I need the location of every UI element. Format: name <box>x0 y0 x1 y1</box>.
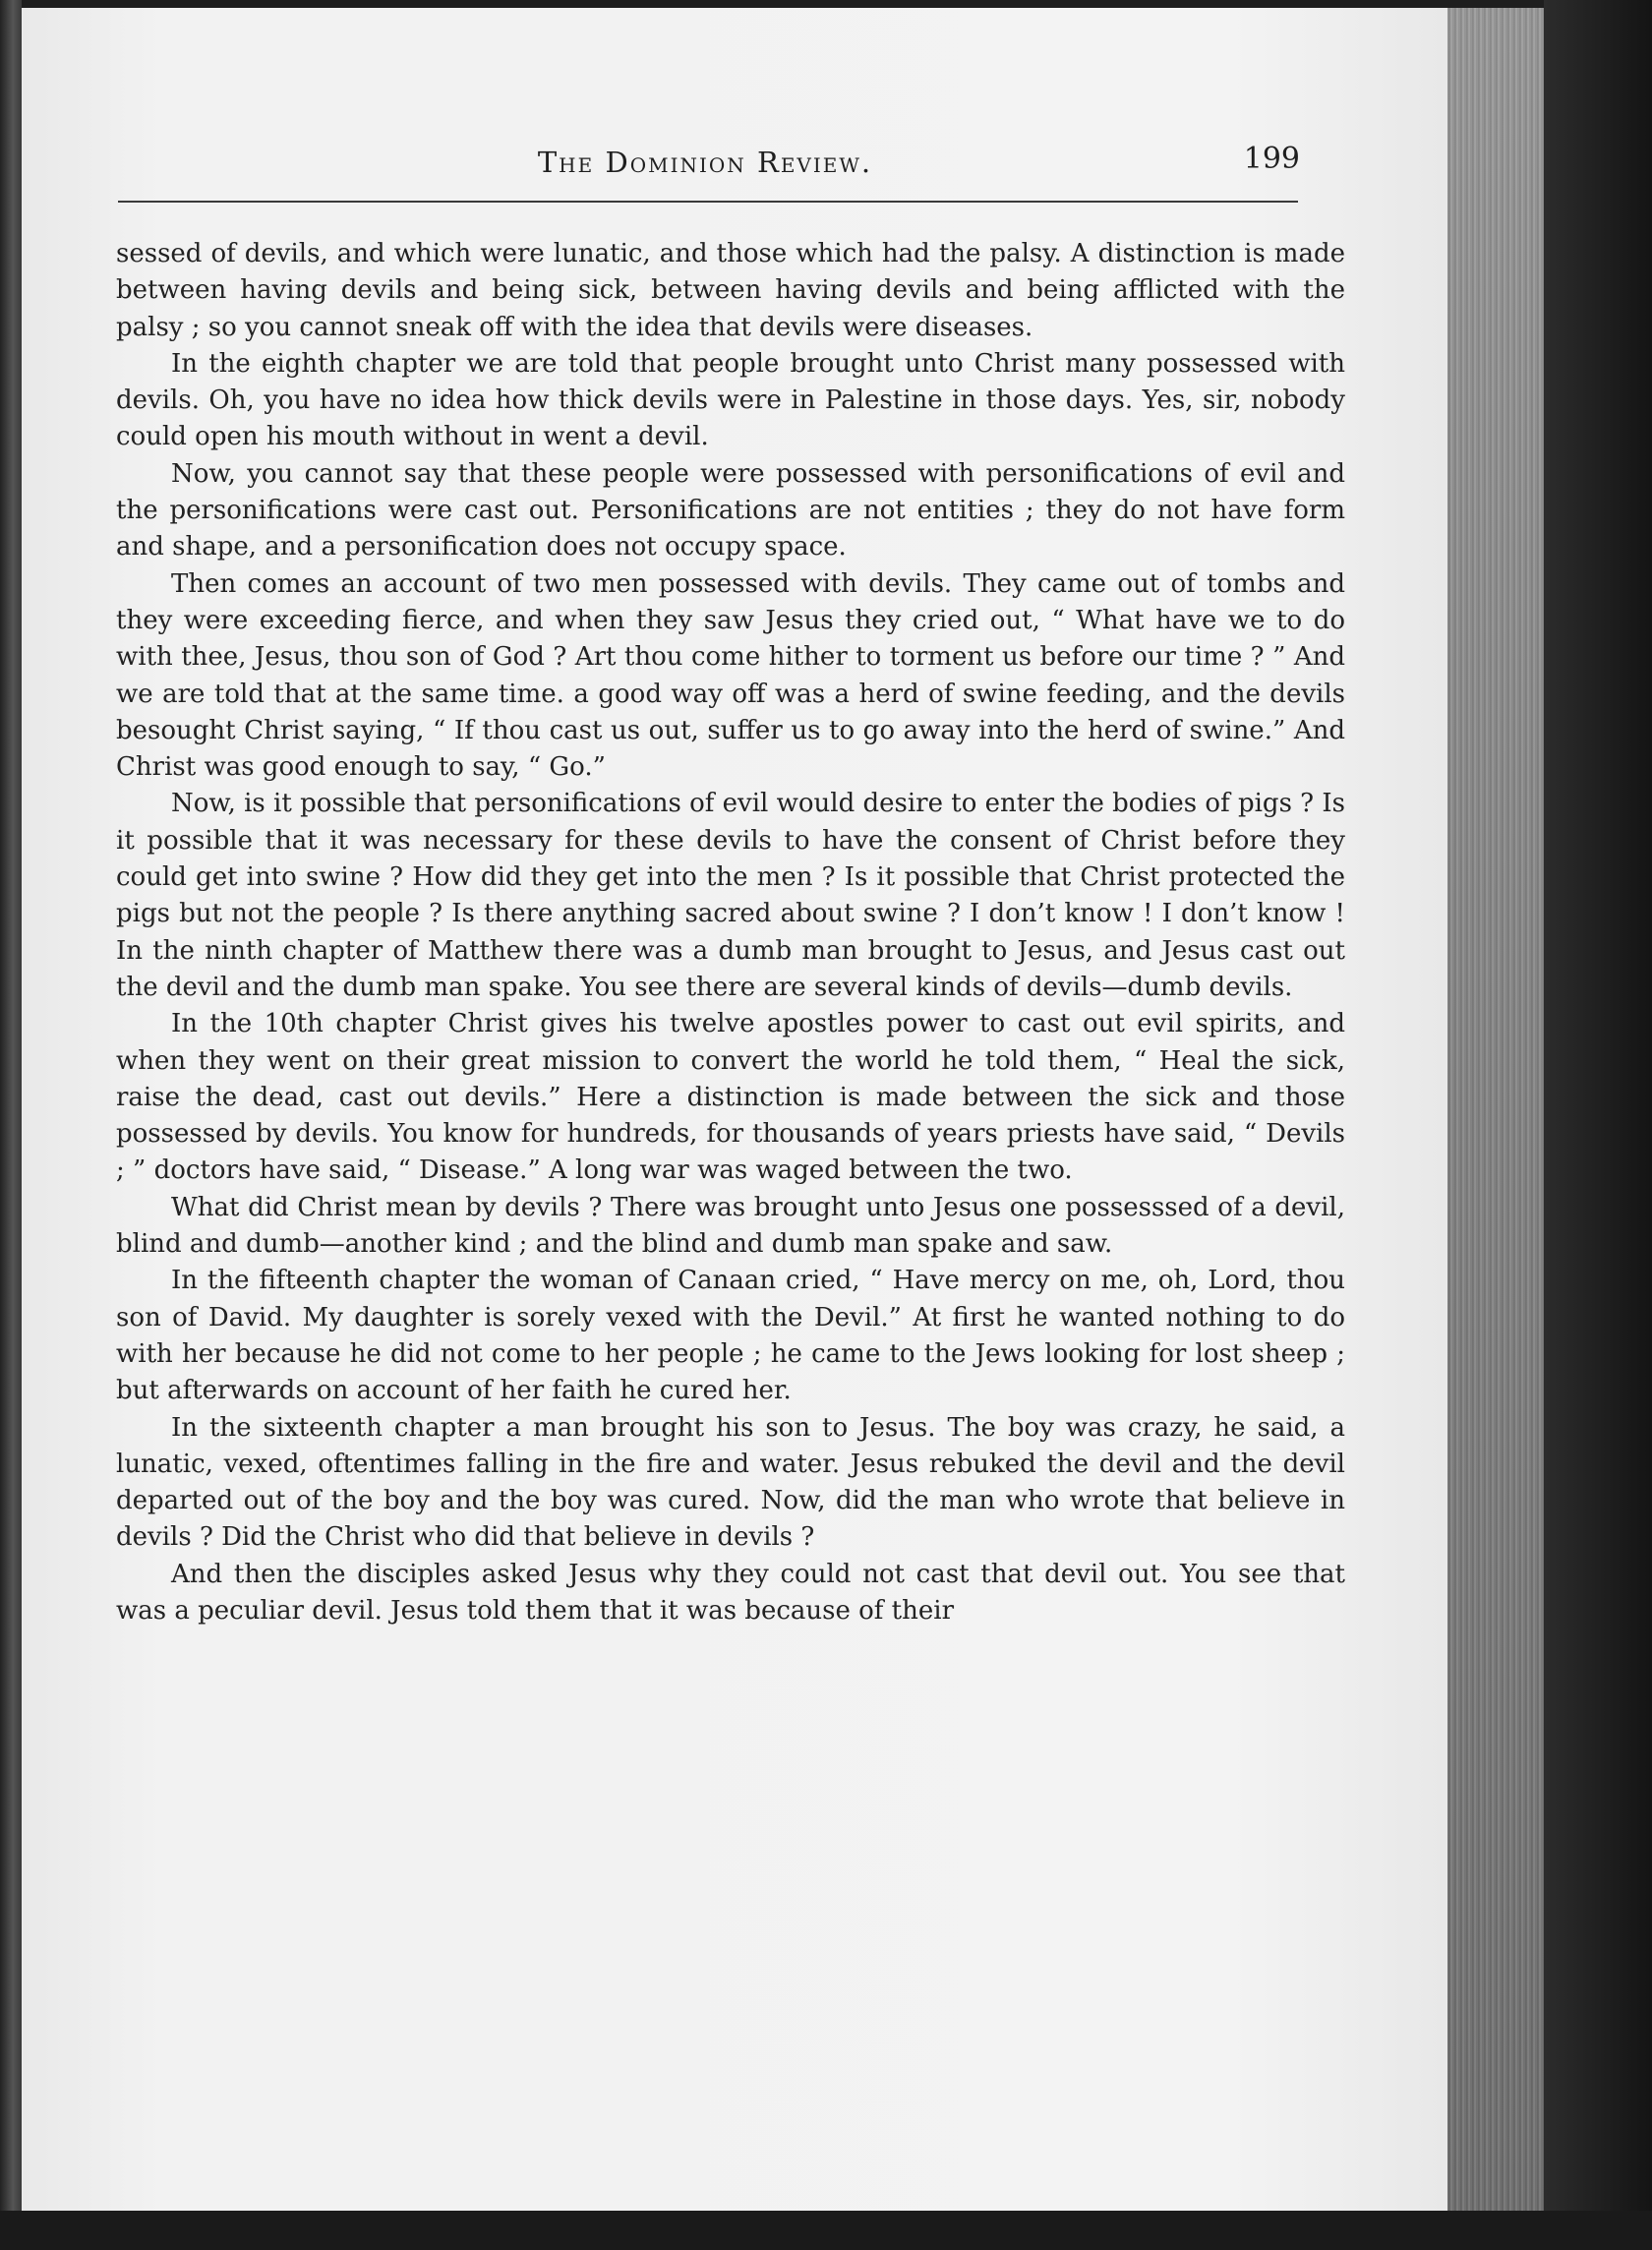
book-cover-edge <box>1544 0 1652 2250</box>
journal-title: The Dominion Review. <box>537 146 873 179</box>
paragraph: What did Christ mean by devils ? There was brought unto Jesus one possesssed of a devil, blind and dumb—another kind ; and the blind and dumb man spake and saw. <box>116 1192 1345 1260</box>
page-number: 199 <box>1243 142 1300 176</box>
paragraph: In the sixteenth chapter a man brought his son to Jesus. The boy was crazy, he said, a lunatic, vexed, oftentimes falling in the fire and water. Jesus rebuked the devil and the devil departed out of the boy and the boy was cured. Now, did the man who wrote that believe in devils ? Did the Christ who did that believe in devils ? <box>116 1412 1345 1553</box>
body-text <box>116 236 1345 1629</box>
paragraph: And then the disciples asked Jesus why they could not cast that devil out. You see that was a peculiar devil. Jesus told them that it was because of their <box>116 1559 1345 1626</box>
paragraph: In the fifteenth chapter the woman of Canaan cried, “ Have mercy on me, oh, Lord, thou son of David. My daughter is sorely vexed with the Devil.” At first he wanted nothing to do with her because he did not come to her people ; he came to the Jews looking for lost sheep ; but afterwards on account of her faith he cured her. <box>116 1266 1345 1406</box>
book-left-edge <box>0 0 22 2250</box>
page-stack-edges <box>1447 8 1544 2211</box>
paragraph: Then comes an account of two men possessed with devils. They came out of tombs and they were exceeding fierce, and when they saw Jesus they cried out, “ What have we to do with thee, Jesus, thou son of God ? Art thou come hither to torment us before our time ? ” And we are told that at the same time. a good way off was a herd of swine feeding, and the devils besought Christ saying, “ If thou cast us out, suffer us to go away into the herd of swine.” And Christ was good enough to say, “ Go.” <box>116 568 1345 783</box>
running-head <box>110 140 1300 189</box>
paragraph: Now, you cannot say that these people were possessed with personifications of evil and the personifications were cast out. Personifications are not entities ; they do not have form and shape, and a personification does not occupy space. <box>116 458 1345 562</box>
scan-bottom-border <box>0 2211 1652 2250</box>
paragraph: In the 10th chapter Christ gives his twelve apostles power to cast out evil spirits, and when they went on their great mission to convert the world he told them, “ Heal the sick, raise the dead, cast out devils.” Here a distinction is made between the sick and those possessed by devils. You know for hundreds, for thousands of years priests have said, “ Devils ; ” doctors have said, “ Disease.” A long war was waged between the two. <box>116 1009 1345 1186</box>
paragraph: In the eighth chapter we are told that people brought unto Christ many possessed with devils. Oh, you have no idea how thick devils were in Palestine in those days. Yes, sir, nobody could open his mouth without in went a devil. <box>116 348 1345 452</box>
paragraph: sessed of devils, and which were lunatic, and those which had the palsy. A distinction is made between having devils and being sick, between having devils and being afflicted with the palsy ; so you cannot sneak off with the idea that devils were diseases. <box>116 239 1345 342</box>
paragraph: Now, is it possible that personifications of evil would desire to enter the bodies of pigs ? Is it possible that it was necessary for these devils to have the consent of Christ before they could get into swine ? How did they get into the men ? Is it possible that Christ protected the pigs but not the people ? Is there anything sacred about swine ? I don’t know ! I don’t know ! In the ninth chapter of Matthew there was a dumb man brought to Jesus, and Jesus cast out the devil and the dumb man spake. You see there are several kinds of devils—dumb devils. <box>116 789 1345 1002</box>
header-rule <box>118 201 1298 203</box>
